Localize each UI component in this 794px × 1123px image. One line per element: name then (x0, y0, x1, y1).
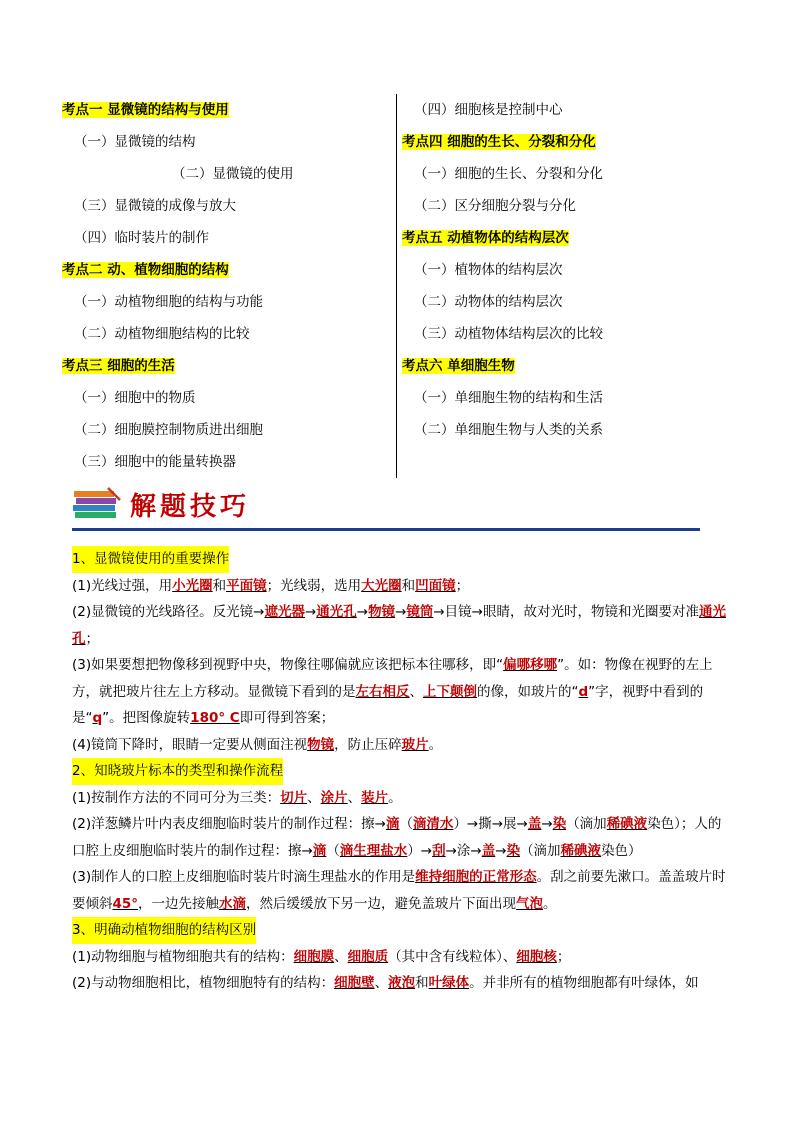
answer-keyword: 涂片 (320, 789, 348, 806)
outline-text: 考点三 细胞的生活 (62, 358, 175, 374)
tip-paragraph (72, 599, 732, 652)
outline-text: （一）细胞中的物质 (74, 390, 196, 406)
tip-text: 、 (347, 789, 362, 806)
answer-keyword: 装片 (361, 789, 389, 806)
outline-subitem (62, 158, 392, 190)
outline-text: 考点六 单细胞生物 (402, 358, 515, 374)
tip-text: （ (399, 816, 413, 832)
tip-text: 3、明确动植物细胞的结构区别 (72, 922, 257, 938)
answer-keyword: 稀碘液 (606, 816, 648, 832)
tip-text: → (356, 604, 369, 620)
tips-body (72, 546, 732, 997)
tip-text: (3)制作人的口腔上皮细胞临时装片时滴生理盐水的作用是 (72, 869, 416, 885)
tip-text: →目镜→眼睛，故对光时，物镜和光圈要对准 (433, 604, 699, 620)
outline-subitem (62, 318, 392, 350)
outline-subitem (402, 94, 732, 126)
answer-keyword: 染 (506, 842, 521, 859)
tip-text: →涂→ (445, 842, 482, 859)
tip-text: ，一边先接触 (138, 895, 220, 912)
tip-text: 的像，如玻片的“ (477, 683, 579, 700)
answer-keyword: 细胞膜 (293, 948, 335, 965)
tip-text: 染色）；人的口腔上皮细胞临时装片的制作过程：擦→ (72, 816, 722, 859)
answer-keyword: q (92, 710, 103, 726)
tip-text: ； (556, 948, 571, 965)
outline-text: 考点四 细胞的生长、分裂和分化 (402, 134, 596, 150)
outline-subitem (402, 382, 732, 414)
answer-keyword: d (578, 683, 589, 700)
outline-left-column (62, 94, 392, 478)
tip-text: （滴加 (566, 816, 607, 832)
outline-text: （二）动植物细胞结构的比较 (74, 326, 250, 342)
outline-text: （一）显微镜的结构 (74, 134, 196, 150)
answer-keyword: 水滴 (219, 895, 247, 912)
outline-text: （二）区分细胞分裂与分化 (414, 198, 576, 214)
tip-text: 、 (307, 789, 321, 806)
tip-text: (1)动物细胞与植物细胞共有的结构： (72, 948, 294, 965)
tip-text: 和 (415, 975, 429, 991)
answer-keyword: 盖 (481, 842, 496, 859)
answer-keyword: 细胞壁 (334, 975, 375, 991)
outline-heading (62, 254, 392, 286)
tip-heading-highlight (72, 758, 283, 785)
answer-keyword: 镜筒 (406, 604, 434, 620)
tip-text: 。并非所有的植物细胞都有叶绿体，如 (469, 975, 699, 991)
answer-keyword: 45° (112, 895, 139, 912)
tip-text: 。 (543, 895, 557, 912)
answer-keyword: 凹面镜 (415, 577, 456, 594)
tip-text: (1)光线过强，用 (72, 577, 173, 594)
answer-keyword: 维持细胞的正常形态 (415, 869, 537, 885)
tip-paragraph (72, 811, 732, 864)
answer-keyword: 滴 (385, 816, 400, 832)
outline-subitem (402, 158, 732, 190)
outline-text: （二）单细胞生物与人类的关系 (414, 422, 603, 438)
outline-subitem (402, 190, 732, 222)
answer-keyword: 玻片 (401, 736, 429, 753)
tip-text: → (395, 604, 407, 620)
tip-text: 、 (409, 683, 423, 700)
outline-subitem (62, 286, 392, 318)
answer-keyword: 切片 (280, 789, 308, 806)
outline-subitem (402, 286, 732, 318)
answer-keyword: 盖 (527, 816, 542, 832)
tip-text: 和 (212, 577, 227, 594)
answer-keyword: 刮 (432, 842, 446, 859)
tip-text: ”。如：物像在视野的左上方，就把玻片往左上方移动。显微镜下看到的是 (72, 657, 713, 700)
tip-paragraph (72, 785, 732, 812)
tip-paragraph (72, 732, 732, 759)
outline-heading (402, 222, 732, 254)
tip-text: 和 (401, 577, 416, 594)
column-divider (396, 94, 397, 478)
tip-text: ，防止压碎 (334, 736, 402, 753)
outline-text: 考点五 动植物体的结构层次 (402, 230, 569, 246)
tip-text: 、 (374, 975, 389, 991)
books-icon (72, 486, 122, 522)
tip-text: → (541, 816, 553, 832)
tip-text: (1)按制作方法的不同可分为三类： (72, 789, 281, 806)
outline-subitem (402, 318, 732, 350)
outline-subitem (62, 190, 392, 222)
tip-paragraph (72, 573, 732, 600)
outline-text: （三）动植物体结构层次的比较 (414, 326, 603, 342)
answer-keyword: 平面镜 (226, 577, 267, 594)
tip-text: (2)洋葱鳞片叶内表皮细胞临时装片的制作过程：擦→ (72, 816, 386, 832)
outline-subitem (62, 126, 392, 158)
banner-underline (72, 528, 700, 531)
answer-keyword: 滴 (312, 842, 327, 859)
answer-keyword: 大光圈 (361, 577, 402, 594)
answer-keyword: 液泡 (388, 975, 416, 991)
answer-keyword: 物镜 (368, 604, 396, 620)
tip-text: ；光线弱，选用 (266, 577, 362, 594)
outline-subitem (62, 414, 392, 446)
outline-text: （一）细胞的生长、分裂和分化 (414, 166, 603, 182)
outline-heading (402, 350, 732, 382)
tip-text: 2、知晓玻片标本的类型和操作流程 (72, 763, 284, 779)
outline-text: （一）植物体的结构层次 (414, 262, 563, 278)
tip-heading (72, 546, 732, 573)
outline-right-column (402, 94, 732, 446)
answer-keyword: 细胞质 (347, 948, 389, 965)
tip-text: (2)与动物细胞相比，植物细胞特有的结构： (72, 975, 335, 991)
tip-text: → (495, 842, 507, 859)
answer-keyword: 滴清水 (412, 816, 454, 832)
tip-text: 。 (428, 736, 443, 753)
outline-heading (402, 126, 732, 158)
tip-heading (72, 917, 732, 944)
answer-keyword: 左右相反 (355, 683, 410, 700)
outline-text: （三）显微镜的成像与放大 (74, 198, 236, 214)
outline-text: （四）临时装片的制作 (74, 230, 209, 246)
answer-keyword: 遮光器 (264, 604, 305, 620)
tip-text: 1、显微镜使用的重要操作 (72, 551, 230, 567)
outline-subitem (402, 254, 732, 286)
answer-keyword: 气泡 (516, 895, 544, 912)
tip-paragraph (72, 944, 732, 971)
banner-title: 解题技巧 (130, 492, 251, 522)
answer-keyword: 偏哪移哪 (503, 657, 558, 673)
outline-text: （三）细胞中的能量转换器 (74, 454, 236, 470)
section-banner (72, 484, 712, 540)
tip-text: ； (455, 577, 470, 594)
answer-keyword: 物镜 (307, 736, 335, 753)
outline-text: （一）单细胞生物的结构和生活 (414, 390, 603, 406)
tip-text: 。刮之前要先漱口。盖盖玻片时要倾斜 (72, 869, 726, 912)
tip-text: ”字，视野中看到的是“ (72, 683, 704, 726)
tip-paragraph (72, 864, 732, 917)
tip-text: (4)镜筒下降时，眼睛一定要从侧面注视 (72, 736, 308, 753)
tip-text: ）→ (407, 842, 433, 859)
answer-keyword: 小光圈 (172, 577, 213, 594)
answer-keyword: 细胞核 (516, 948, 557, 965)
answer-keyword: 滴生理盐水 (339, 842, 408, 859)
tip-text: ； (85, 630, 99, 647)
tip-text: ）→撕→展→ (453, 816, 528, 832)
tip-text: (2)显微镜的光线路径。反光镜→ (72, 604, 265, 620)
tip-text: 即可得到答案； (239, 710, 335, 726)
outline-text: （一）动植物细胞的结构与功能 (74, 294, 263, 310)
outline-heading (62, 94, 392, 126)
answer-keyword: 稀碘液 (560, 842, 602, 859)
outline-text: 考点一 显微镜的结构与使用 (62, 102, 229, 118)
tip-heading (72, 758, 732, 785)
answer-keyword: 染 (552, 816, 567, 832)
tip-text: （ (326, 842, 340, 859)
tip-heading-highlight (72, 546, 229, 573)
tip-text: → (304, 604, 317, 620)
tip-heading-highlight (72, 917, 256, 944)
outline-subitem (62, 222, 392, 254)
tip-paragraph (72, 652, 732, 732)
answer-keyword: 通光孔 (72, 604, 726, 647)
answer-keyword: 上下颠倒 (423, 683, 477, 700)
tip-text: ”。把图像旋转 (102, 710, 191, 726)
tip-text: ，然后缓缓放下另一边，避免盖玻片下面出现 (246, 895, 517, 912)
knowledge-outline (62, 94, 742, 478)
tip-paragraph (72, 970, 732, 997)
outline-text: 考点二 动、植物细胞的结构 (62, 262, 229, 278)
outline-subitem (402, 414, 732, 446)
tip-text: 。 (388, 789, 402, 806)
outline-text: （二）显微镜的使用 (172, 166, 294, 182)
answer-keyword: 180° C (190, 710, 240, 726)
outline-subitem (62, 382, 392, 414)
tip-text: 、 (334, 948, 348, 965)
outline-text: （四）细胞核是控制中心 (414, 102, 563, 118)
outline-subitem (62, 446, 392, 478)
tip-text: 染色） (601, 842, 642, 859)
answer-keyword: 叶绿体 (428, 975, 470, 991)
tip-text: (3)如果要想把物像移到视野中央，物像往哪偏就应该把标本往哪移，即“ (72, 657, 504, 673)
outline-heading (62, 350, 392, 382)
answer-keyword: 通光孔 (316, 604, 357, 620)
outline-text: （二）动物体的结构层次 (414, 294, 563, 310)
outline-text: （二）细胞膜控制物质进出细胞 (74, 422, 263, 438)
tip-text: （滴加 (520, 842, 561, 859)
tip-text: （其中含有线粒体）、 (388, 948, 517, 965)
